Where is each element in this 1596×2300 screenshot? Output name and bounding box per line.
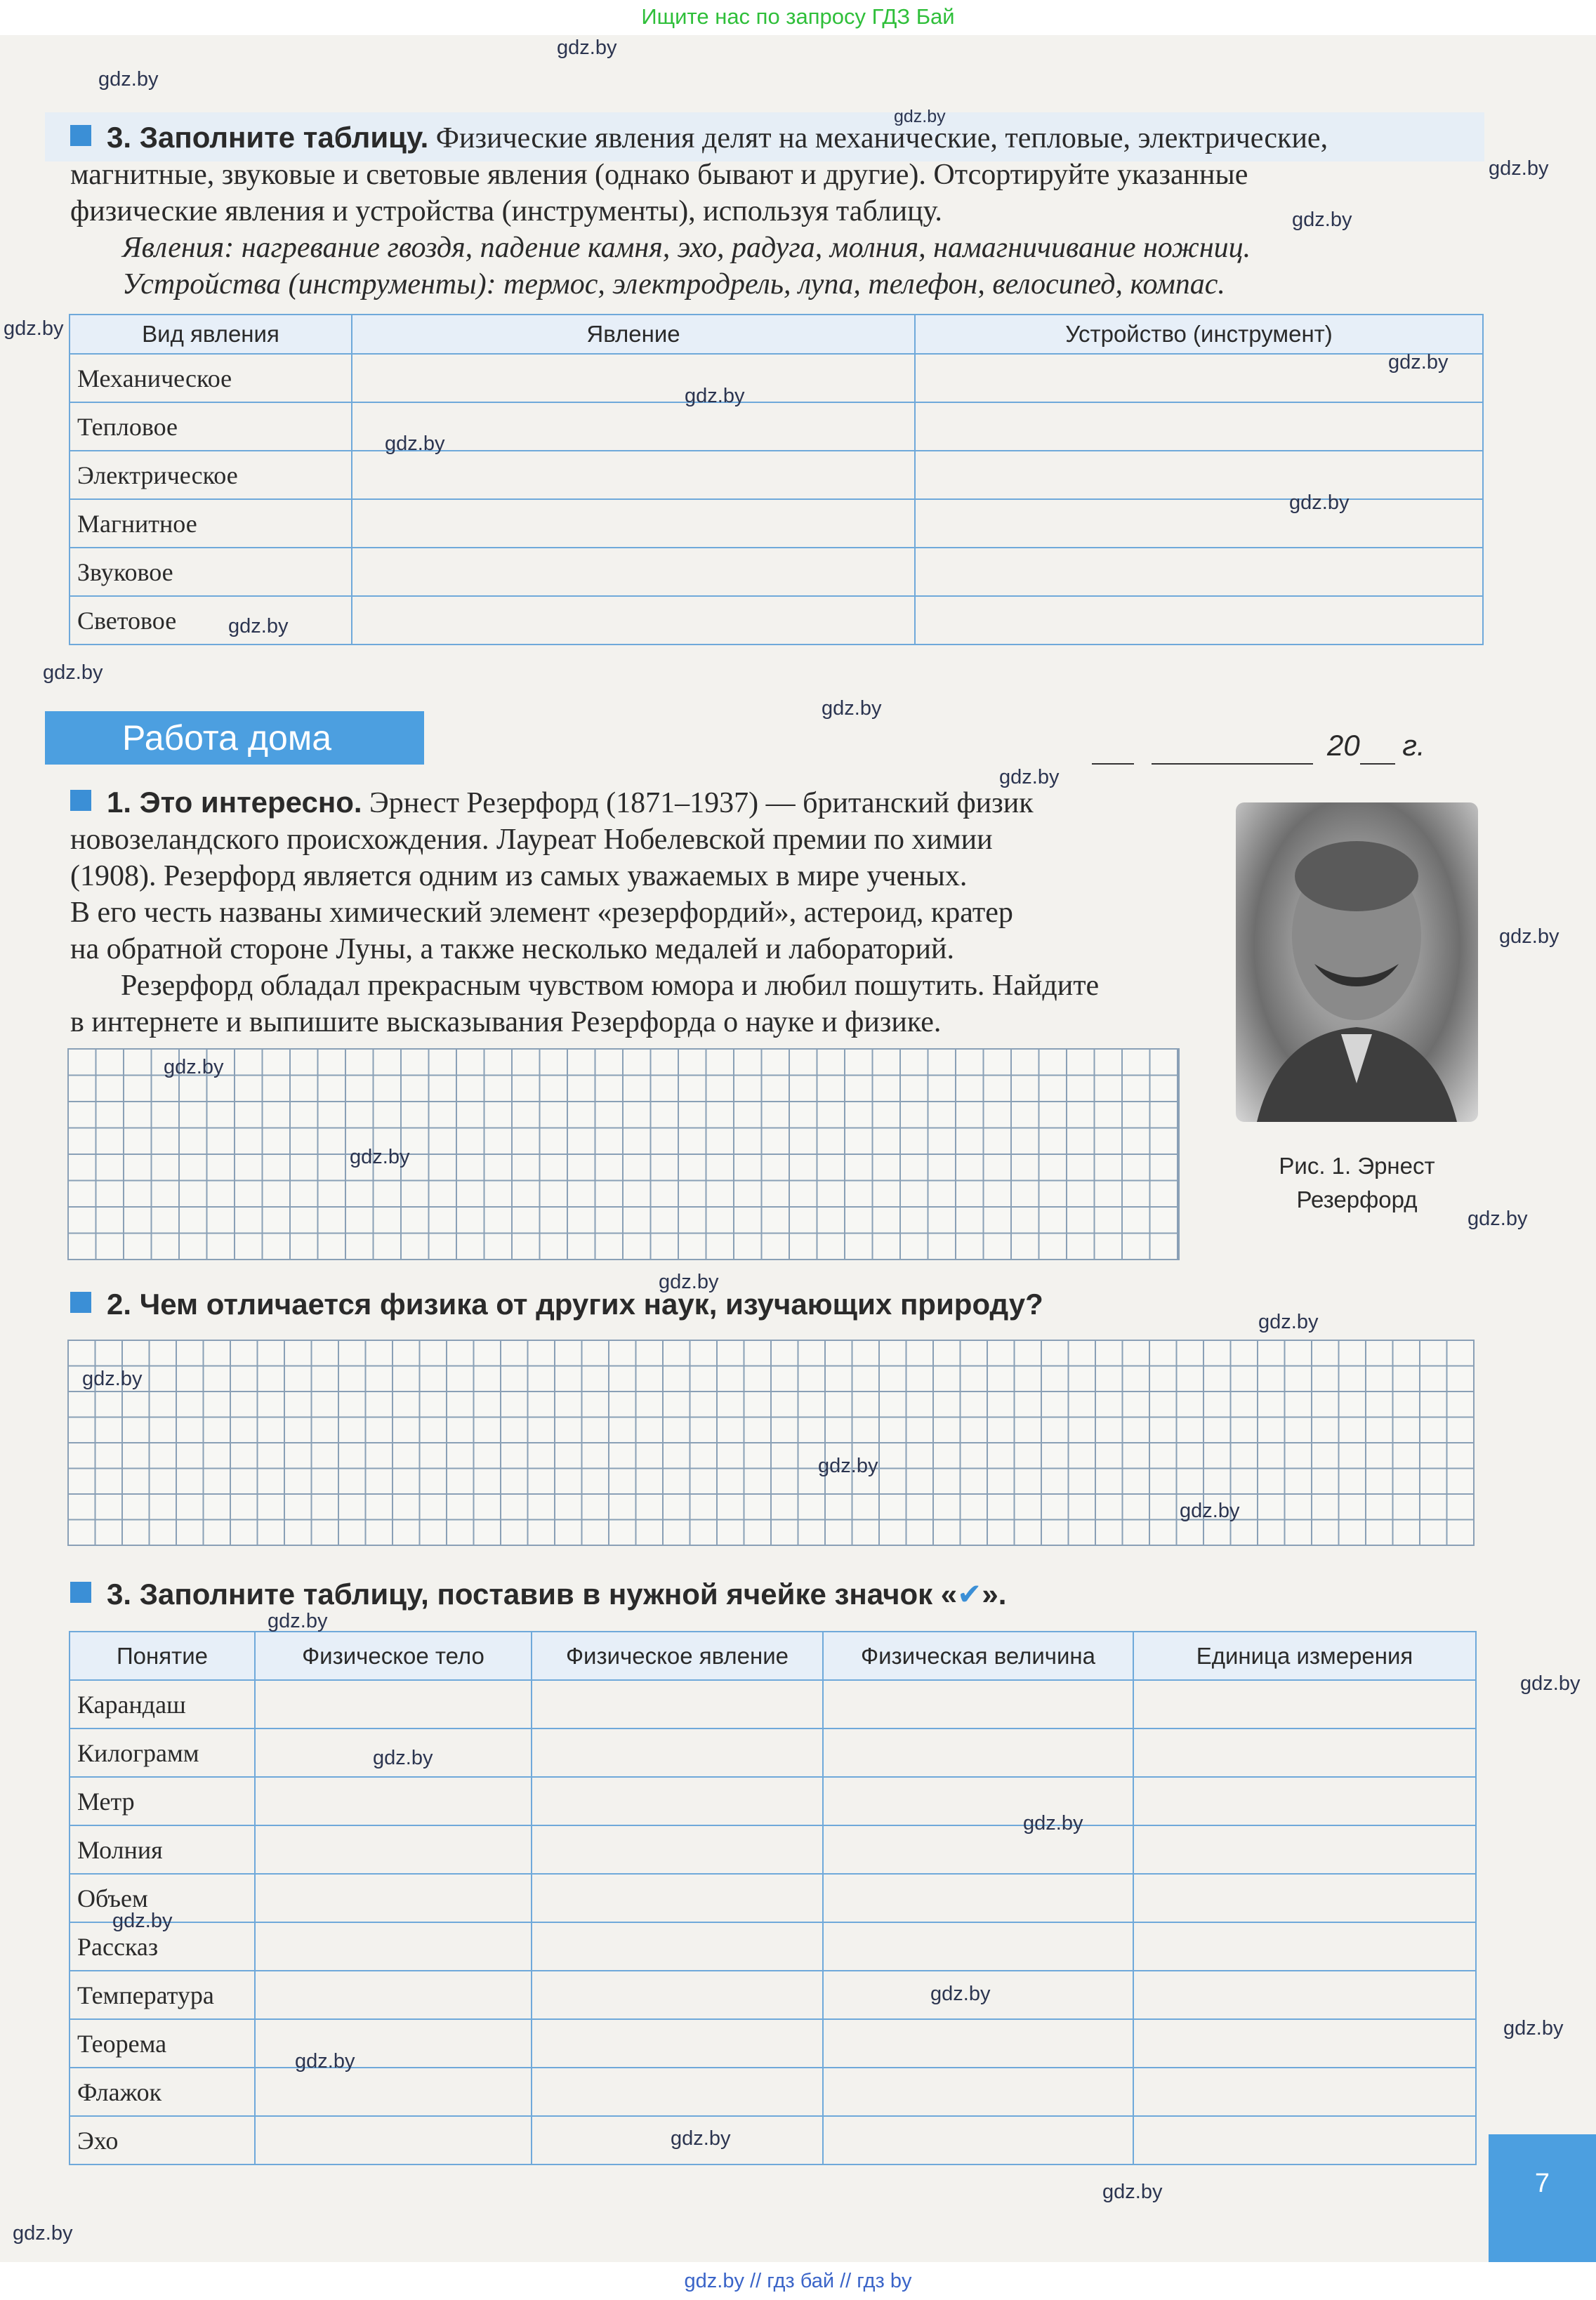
task3-home-text <box>70 1576 1006 1613</box>
task1-title: 1. Это интересно. <box>107 786 362 819</box>
table2-row-label: Рассказ <box>70 1922 255 1971</box>
bullet-square-icon <box>70 1292 91 1313</box>
task2-title: 2. Чем отличается физика от других наук, изучающих природу? <box>107 1288 1043 1321</box>
table2-cell[interactable] <box>255 1680 532 1729</box>
watermark: gdz.by <box>1180 1500 1240 1522</box>
watermark: gdz.by <box>164 1056 224 1078</box>
watermark: gdz.by <box>1023 1812 1083 1835</box>
table1-row-label: Механическое <box>70 354 352 402</box>
phenomena-label: Явления <box>122 232 225 264</box>
watermark: gdz.by <box>43 661 103 684</box>
table2-row-label: Теорема <box>70 2019 255 2068</box>
watermark: gdz.by <box>295 2050 355 2073</box>
bullet-square-icon <box>70 1582 91 1603</box>
date-year-blank[interactable] <box>1360 729 1395 765</box>
watermark: gdz.by <box>385 432 445 455</box>
watermark: gdz.by <box>894 107 946 126</box>
devices-list: : термос, электродрель, лупа, телефон, велосипед, компас. <box>486 268 1225 300</box>
table2-cell[interactable] <box>823 2068 1133 2116</box>
caption-line2: Резерфорд <box>1296 1187 1418 1212</box>
caption-line1: Рис. 1. Эрнест <box>1279 1153 1435 1179</box>
table2-cell[interactable] <box>823 1680 1133 1729</box>
watermark: gdz.by <box>659 1271 719 1293</box>
table2-row-label: Температура <box>70 1971 255 2019</box>
watermark: gdz.by <box>1499 925 1559 948</box>
bottom-banner[interactable]: gdz.by // гдз бай // гдз by <box>0 2262 1596 2300</box>
table2-row-label: Килограмм <box>70 1729 255 1777</box>
table2-cell[interactable] <box>1133 1922 1476 1971</box>
table1-row-label: Световое <box>70 596 352 645</box>
bullet-square-icon <box>70 790 91 811</box>
watermark: gdz.by <box>98 68 159 91</box>
rutherford-portrait <box>1236 802 1478 1122</box>
task3-class-title: 3. Заполните таблицу. <box>107 121 429 154</box>
portrait-caption <box>1236 1149 1478 1217</box>
watermark: gdz.by <box>82 1368 143 1390</box>
page-number: 7 <box>1489 2134 1596 2262</box>
table2-cell[interactable] <box>823 1777 1133 1825</box>
table2-cell[interactable] <box>1133 1777 1476 1825</box>
table2-cell[interactable] <box>1133 1825 1476 1874</box>
watermark: gdz.by <box>818 1455 878 1477</box>
task1-line5: на обратной стороне Луны, а также несколько медалей и лабораторий. <box>70 933 954 965</box>
watermark: gdz.by <box>999 766 1060 788</box>
table2-cell[interactable] <box>255 1777 532 1825</box>
watermark: gdz.by <box>930 1983 991 2005</box>
task1-line7: в интернете и выпишите высказывания Резерфорда о науке и физике. <box>70 1006 942 1038</box>
table1-row-label: Звуковое <box>70 548 352 596</box>
watermark: gdz.by <box>112 1910 173 1932</box>
table2-cell[interactable] <box>532 1971 823 2019</box>
watermark: gdz.by <box>1468 1208 1528 1230</box>
watermark: gdz.by <box>4 317 64 340</box>
table2-row-label: Флажок <box>70 2068 255 2116</box>
watermark: gdz.by <box>1292 209 1352 231</box>
table2-cell[interactable] <box>1133 2068 1476 2116</box>
watermark: gdz.by <box>268 1610 328 1632</box>
table2-cell[interactable] <box>532 1874 823 1922</box>
date-month-blank[interactable] <box>1152 729 1313 765</box>
phenomena-table <box>69 314 1484 645</box>
task3-home-title-after: ». <box>982 1578 1007 1611</box>
table1-cell[interactable] <box>352 499 915 548</box>
table2-header-body: Физическое тело <box>255 1632 532 1680</box>
phenomena-list: : нагревание гвоздя, падение камня, эхо, радуга, молния, намагничивание ножниц. <box>224 232 1251 264</box>
task1-line4: В его честь названы химический элемент «резерфордий», астероид, кратер <box>70 897 1013 929</box>
table2-cell[interactable] <box>1133 1680 1476 1729</box>
table1-cell[interactable] <box>915 548 1483 596</box>
watermark: gdz.by <box>350 1146 410 1168</box>
task3-class-line1: Физические явления делят на механические, тепловые, электрические, <box>435 122 1328 154</box>
top-banner[interactable]: Ищите нас по запросу ГДЗ Бай <box>0 0 1596 35</box>
table1-cell[interactable] <box>915 499 1483 548</box>
table2-cell[interactable] <box>532 1729 823 1777</box>
table2-cell[interactable] <box>823 1874 1133 1922</box>
table2-cell[interactable] <box>255 2116 532 2164</box>
table2-cell[interactable] <box>255 2068 532 2116</box>
table1-cell[interactable] <box>352 451 915 499</box>
table2-cell[interactable] <box>1133 2019 1476 2068</box>
table2-cell[interactable] <box>532 1680 823 1729</box>
watermark: gdz.by <box>373 1747 433 1769</box>
answer-grid-task1[interactable] <box>67 1048 1180 1260</box>
table2-cell[interactable] <box>532 1777 823 1825</box>
table1-cell[interactable] <box>915 402 1483 451</box>
table2-cell[interactable] <box>1133 1729 1476 1777</box>
watermark: gdz.by <box>1489 157 1549 180</box>
task1-line6: Резерфорд обладал прекрасным чувством юмора и любил пошутить. Найдите <box>121 970 1100 1002</box>
table2-row-label: Метр <box>70 1777 255 1825</box>
task3-home-title-before: 3. Заполните таблицу, поставив в нужной ячейке значок « <box>107 1578 958 1611</box>
table1-row-label: Электрическое <box>70 451 352 499</box>
devices-label: Устройства (инструменты) <box>122 268 487 300</box>
table2-cell[interactable] <box>532 2019 823 2068</box>
watermark: gdz.by <box>671 2127 731 2150</box>
watermark: gdz.by <box>13 2222 73 2245</box>
table2-header-unit: Единица измерения <box>1133 1632 1476 1680</box>
date-year: 20 <box>1327 729 1360 762</box>
bullet-square-icon <box>70 125 91 146</box>
table1-cell[interactable] <box>915 596 1483 645</box>
table2-header-phenomenon: Физическое явление <box>532 1632 823 1680</box>
portrait-icon <box>1236 802 1478 1122</box>
concepts-table <box>69 1631 1477 2165</box>
table2-cell[interactable] <box>255 1971 532 2019</box>
checkmark-icon: ✔ <box>957 1578 982 1611</box>
task1-line3: (1908). Резерфорд является одним из самых уважаемых в мире ученых. <box>70 860 968 892</box>
table1-cell[interactable] <box>352 354 915 402</box>
table2-cell[interactable] <box>532 1825 823 1874</box>
task1-line1: Эрнест Резерфорд (1871–1937) — британский физик <box>369 787 1034 819</box>
watermark: gdz.by <box>685 385 745 407</box>
table2-row-label: Эхо <box>70 2116 255 2164</box>
table2-header-concept: Понятие <box>70 1632 255 1680</box>
watermark: gdz.by <box>557 37 617 59</box>
table2-cell[interactable] <box>255 1922 532 1971</box>
table2-cell[interactable] <box>532 1922 823 1971</box>
task1-text <box>70 784 1236 1040</box>
watermark: gdz.by <box>1503 2017 1564 2040</box>
watermark: gdz.by <box>1102 2181 1163 2203</box>
table2-cell[interactable] <box>823 1922 1133 1971</box>
task3-class-line2: магнитные, звуковые и световые явления (однако бывают и другие). Отсортируйте указанные <box>70 159 1248 191</box>
watermark: gdz.by <box>1520 1672 1581 1695</box>
table2-cell[interactable] <box>255 1874 532 1922</box>
table2-header-quantity: Физическая величина <box>823 1632 1133 1680</box>
table1-header-phenomenon: Явление <box>352 315 915 354</box>
watermark: gdz.by <box>1388 351 1449 374</box>
table1-header-device: Устройство (инструмент) <box>915 315 1483 354</box>
table2-row-label: Объем <box>70 1874 255 1922</box>
table2-cell[interactable] <box>255 1825 532 1874</box>
task1-line2: новозеландского происхождения. Лауреат Нобелевской премии по химии <box>70 824 993 856</box>
table2-row-label: Молния <box>70 1825 255 1874</box>
date-line <box>1092 729 1425 765</box>
table1-header-type: Вид явления <box>70 315 352 354</box>
table2-row-label: Карандаш <box>70 1680 255 1729</box>
watermark: gdz.by <box>1289 491 1350 514</box>
date-suffix: г. <box>1402 729 1425 762</box>
table2-cell[interactable] <box>823 2116 1133 2164</box>
table2-cell[interactable] <box>823 1825 1133 1874</box>
table1-cell[interactable] <box>915 451 1483 499</box>
watermark: gdz.by <box>822 697 882 720</box>
table2-cell[interactable] <box>1133 1874 1476 1922</box>
table2-cell[interactable] <box>823 1729 1133 1777</box>
table2-cell[interactable] <box>532 2068 823 2116</box>
home-work-tab: Работа дома <box>45 711 424 765</box>
table1-cell[interactable] <box>352 548 915 596</box>
watermark: gdz.by <box>228 615 289 637</box>
table1-row-label: Тепловое <box>70 402 352 451</box>
table2-cell[interactable] <box>823 2019 1133 2068</box>
table2-cell[interactable] <box>1133 2116 1476 2164</box>
task3-class-line3: физические явления и устройства (инструменты), используя таблицу. <box>70 195 942 227</box>
table1-cell[interactable] <box>352 596 915 645</box>
table2-cell[interactable] <box>1133 1971 1476 2019</box>
answer-grid-task2[interactable] <box>67 1340 1475 1546</box>
table1-row-label: Магнитное <box>70 499 352 548</box>
watermark: gdz.by <box>1258 1311 1319 1333</box>
task2-text <box>70 1286 1043 1323</box>
date-day-blank[interactable] <box>1092 729 1134 765</box>
